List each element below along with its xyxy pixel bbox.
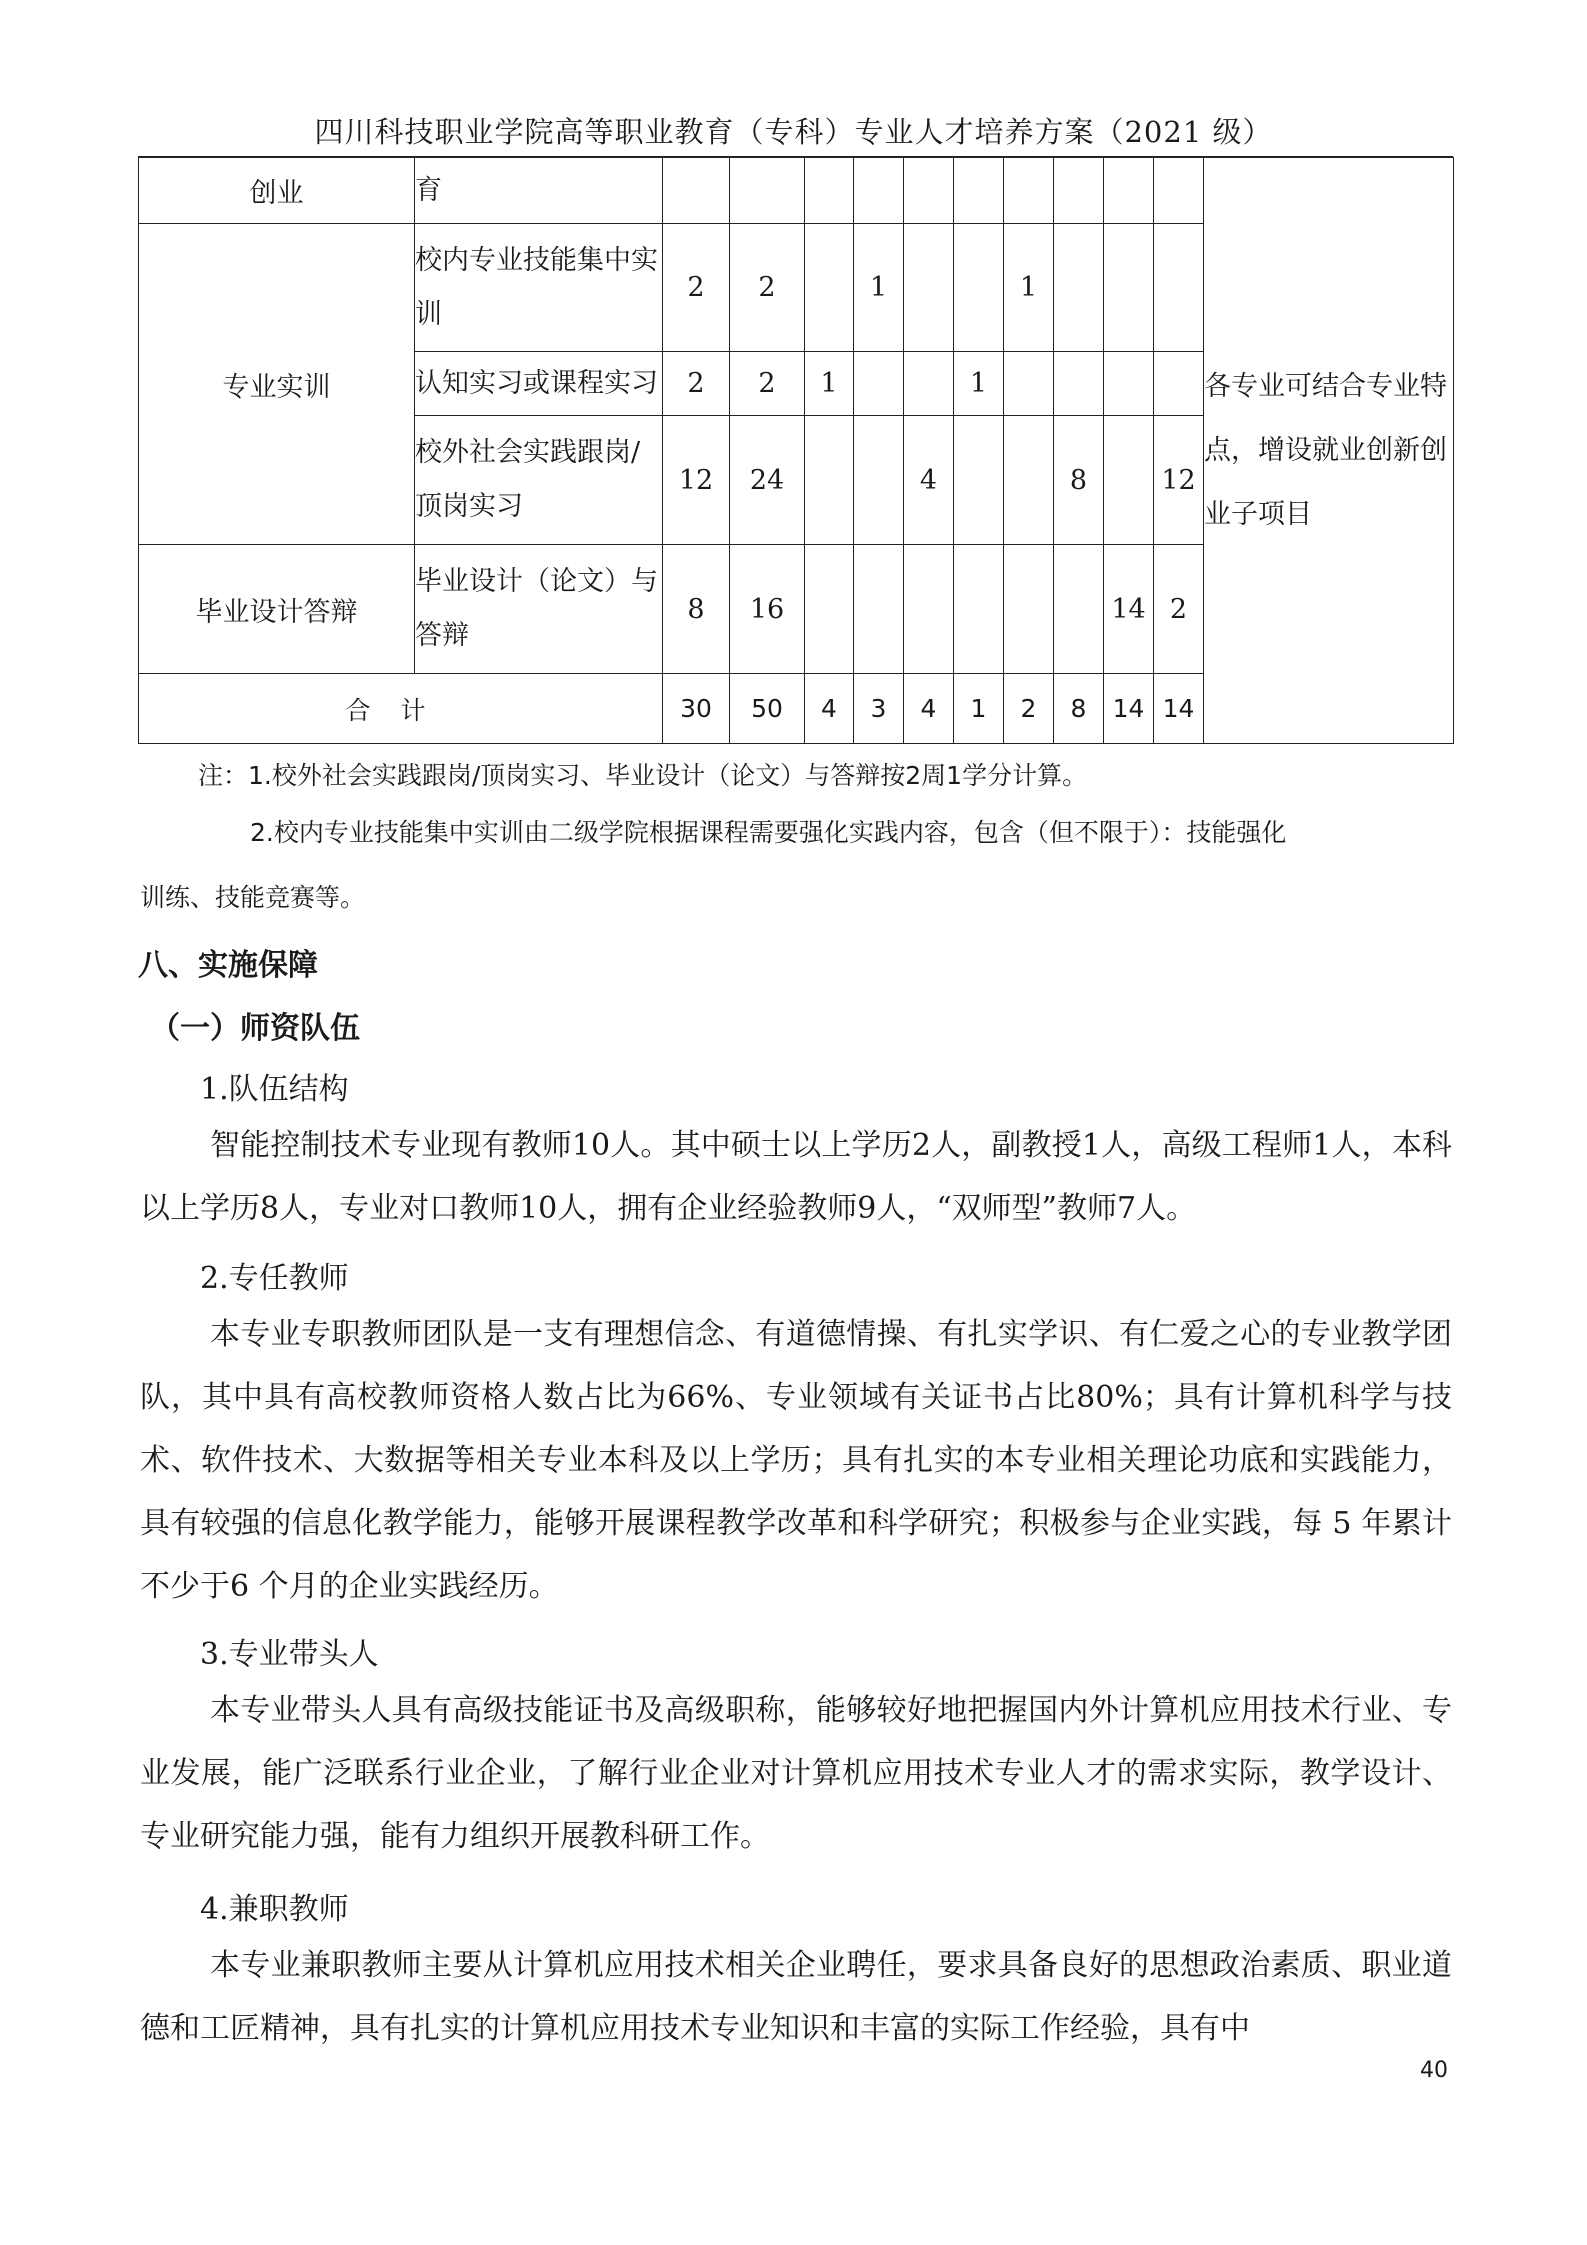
heading-parttime: 4.兼职教师 xyxy=(200,1892,349,1927)
semester-cell xyxy=(1054,545,1104,674)
semester-cell: 14 xyxy=(1104,545,1154,674)
total-cell: 8 xyxy=(1054,674,1104,744)
page-number: 40 xyxy=(1420,2058,1448,2083)
total-cell: 2 xyxy=(1004,674,1054,744)
semester-cell xyxy=(954,545,1004,674)
total-cell: 1 xyxy=(954,674,1004,744)
remark-cell: 各专业可结合专业特点，增设就业创新创业子项目 xyxy=(1204,158,1454,744)
total-cell: 4 xyxy=(805,674,854,744)
category-cell: 专业实训 xyxy=(139,224,415,545)
category-cell: 毕业设计答辩 xyxy=(139,545,415,674)
semester-cell xyxy=(1104,416,1154,545)
item-cell: 校内专业技能集中实训 xyxy=(415,224,663,352)
semester-cell: 2 xyxy=(1154,545,1204,674)
credit-cell: 2 xyxy=(663,224,730,352)
practice-hours-table xyxy=(138,157,1454,744)
semester-cell xyxy=(1004,545,1054,674)
semester-cell: 1 xyxy=(1004,224,1054,352)
paragraph-structure: 智能控制技术专业现有教师10人。其中硕士以上学历2人，副教授1人，高级工程师1人，本科以上学历8人，专业对口教师10人，拥有企业经验教师9人，“双师型”教师7人。 xyxy=(140,1128,1452,1226)
semester-cell xyxy=(1104,224,1154,352)
paragraph-leader: 本专业带头人具有高级技能证书及高级职称，能够较好地把握国内外计算机应用技术行业、专业发展，能广泛联系行业企业，了解行业企业对计算机应用技术专业人才的需求实际，教学设计、专业研究能力强，能有力组织开展教科研工作。 xyxy=(140,1693,1452,1854)
heading-leader: 3.专业带头人 xyxy=(200,1637,379,1672)
heading-structure: 1.队伍结构 xyxy=(200,1072,349,1107)
page-header: 四川科技职业学院高等职业教育（专科）专业人才培养方案（2021 级） xyxy=(314,115,1273,149)
semester-cell xyxy=(1154,224,1204,352)
semester-cell xyxy=(1154,352,1204,416)
weeks-cell: 16 xyxy=(730,545,805,674)
section-heading: 八、实施保障 xyxy=(138,948,318,983)
total-cell: 30 xyxy=(663,674,730,744)
item-cell: 校外社会实践跟岗/顶岗实习 xyxy=(415,416,663,545)
semester-cell xyxy=(854,545,904,674)
weeks-cell: 2 xyxy=(730,352,805,416)
semester-cell xyxy=(904,224,954,352)
paragraph-fulltime: 本专业专职教师团队是一支有理想信念、有道德情操、有扎实学识、有仁爱之心的专业教学团队，其中具有高校教师资格人数占比为66%、专业领域有关证书占比80%；具有计算机科学与技术、软件技术、大数据等相关专业本科及以上学历；具有扎实的本专业相关理论功底和实践能力，具有较强的信息化教学能力，能够开展课程教学改革和科学研究；积极参与企业实践，每 5 年累计不少于6 个月的企业实践经历。 xyxy=(140,1317,1452,1604)
total-cell: 4 xyxy=(904,674,954,744)
credit-cell: 8 xyxy=(663,545,730,674)
total-cell: 14 xyxy=(1154,674,1204,744)
semester-cell: 1 xyxy=(854,224,904,352)
semester-cell xyxy=(1104,352,1154,416)
semester-cell xyxy=(805,416,854,545)
semester-cell: 12 xyxy=(1154,416,1204,545)
credit-cell: 12 xyxy=(663,416,730,545)
item-cell: 育 xyxy=(415,158,663,224)
subsection-heading: （一）师资队伍 xyxy=(150,1011,360,1046)
weeks-cell: 24 xyxy=(730,416,805,545)
heading-fulltime: 2.专任教师 xyxy=(200,1261,349,1296)
semester-cell xyxy=(904,352,954,416)
paragraph-parttime: 本专业兼职教师主要从计算机应用技术相关企业聘任，要求具备良好的思想政治素质、职业道德和工匠精神，具有扎实的计算机应用技术专业知识和丰富的实际工作经验，具有中 xyxy=(140,1948,1452,2046)
table-note-2: 2.校内专业技能集中实训由二级学院根据课程需要强化实践内容，包含（但不限于）：技能强化 xyxy=(250,818,1287,847)
credit-cell: 2 xyxy=(663,352,730,416)
semester-cell: 1 xyxy=(805,352,854,416)
semester-cell: 8 xyxy=(1054,416,1104,545)
semester-cell: 4 xyxy=(904,416,954,545)
semester-cell xyxy=(1054,224,1104,352)
semester-cell: 1 xyxy=(954,352,1004,416)
table-row xyxy=(139,158,1454,224)
total-cell: 3 xyxy=(854,674,904,744)
table-note-2-cont: 训练、技能竞赛等。 xyxy=(140,883,366,912)
item-cell: 认知实习或课程实习 xyxy=(415,352,663,416)
total-cell: 14 xyxy=(1104,674,1154,744)
table-note-1: 注：1.校外社会实践跟岗/顶岗实习、毕业设计（论文）与答辩按2周1学分计算。 xyxy=(198,761,1088,790)
semester-cell xyxy=(1004,416,1054,545)
semester-cell xyxy=(904,545,954,674)
semester-cell xyxy=(854,352,904,416)
semester-cell xyxy=(805,224,854,352)
item-cell: 毕业设计（论文）与答辩 xyxy=(415,545,663,674)
semester-cell xyxy=(954,224,1004,352)
semester-cell xyxy=(805,545,854,674)
semester-cell xyxy=(954,416,1004,545)
category-cell: 创业 xyxy=(139,158,415,224)
semester-cell xyxy=(1054,352,1104,416)
semester-cell xyxy=(854,416,904,545)
weeks-cell: 2 xyxy=(730,224,805,352)
total-cell: 50 xyxy=(730,674,805,744)
semester-cell xyxy=(1004,352,1054,416)
total-label: 合计 xyxy=(139,674,663,744)
